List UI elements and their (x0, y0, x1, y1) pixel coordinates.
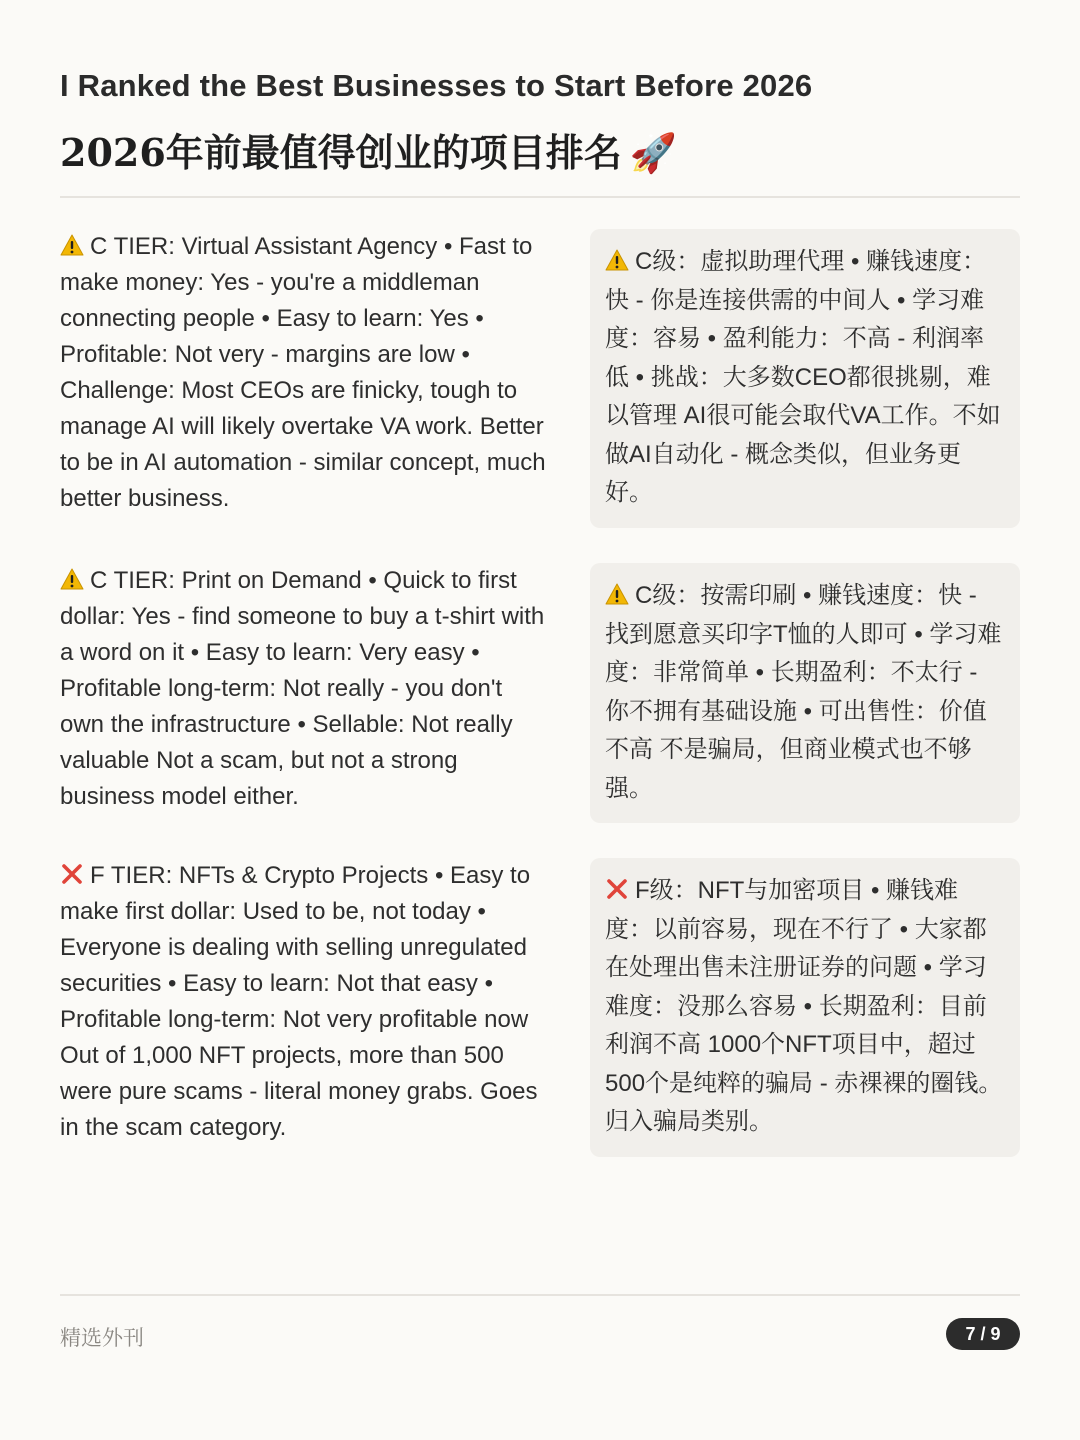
footer-divider (60, 1294, 1020, 1296)
entry-en-c-tier-pod (60, 563, 550, 815)
warning-icon (605, 249, 629, 271)
entry-zh-text: C级：按需印刷 • 赚钱速度：快 - 找到愿意买印字T恤的人即可 • 学习难度：非常简单 • 长期盈利：不太行 - 你不拥有基础设施 • 可出售性：价值不高 不是骗局，但商业模式也不够强。 (605, 582, 1002, 802)
entry-zh-card-c-tier-va (590, 229, 1020, 528)
entry-en-c-tier-va (60, 229, 550, 517)
entry-zh-card-c-tier-pod (590, 563, 1020, 823)
entry-en-f-tier-nft (60, 858, 550, 1146)
entry-zh-text: C级：虚拟助理代理 • 赚钱速度：快 - 你是连接供需的中间人 • 学习难度：容易 • 盈利能力：不高 - 利润率低 • 挑战：大多数CEO都很挑剔，难以管理 AI很可能会取代VA工作。不如做AI自动化 - 概念类似，但业务更好。 (605, 248, 1001, 506)
page-indicator: 7 / 9 (946, 1318, 1020, 1350)
entry-en-text: C TIER: Print on Demand • Quick to first dollar: Yes - find someone to buy a t-shirt with a word on it • Easy to learn: Very easy • Profitable long-term: Not really - you don't own the infrastructure • Sellable: Not really valuable Not a scam, but not a strong business model either. (60, 567, 545, 810)
page-title-zh (60, 122, 677, 177)
header-divider (60, 196, 1020, 198)
entry-zh-card-f-tier-nft (590, 858, 1020, 1157)
page-title-en: I Ranked the Best Businesses to Start Before 2026 (60, 68, 813, 103)
cross-icon (605, 877, 629, 901)
page-title-zh-text: 2026年前最值得创业的项目排名 (60, 130, 622, 175)
entry-en-text: C TIER: Virtual Assistant Agency • Fast to make money: Yes - you're a middleman connecting people • Easy to learn: Yes • Profitable: Not very - margins are low • Challenge: Most CEOs are finicky, tough to manage AI will likely overtake VA work. Better to be in AI automation - similar concept, much better business. (60, 233, 546, 512)
entry-zh-text: F级：NFT与加密项目 • 赚钱难度：以前容易，现在不行了 • 大家都在处理出售未注册证券的问题 • 学习难度：没那么容易 • 长期盈利：目前利润不高 1000个NFT项目中，超过500个是纯粹的骗局 - 赤裸裸的圈钱。归入骗局类别。 (605, 877, 1003, 1135)
cross-icon (60, 862, 84, 886)
warning-icon (60, 234, 84, 256)
rocket-icon: 🚀 (629, 131, 678, 175)
publication-label: 精选外刊 (60, 1327, 144, 1350)
warning-icon (60, 568, 84, 590)
entry-en-text: F TIER: NFTs & Crypto Projects • Easy to make first dollar: Used to be, not today • Everyone is dealing with selling unregulated securities • Easy to learn: Not that easy • Profitable long-term: Not very profitable now Out of 1,000 NFT projects, more than 500 were pure scams - literal money grabs. Goes in the scam category. (60, 862, 538, 1141)
article-page (60, 0, 1020, 1440)
warning-icon (605, 583, 629, 605)
